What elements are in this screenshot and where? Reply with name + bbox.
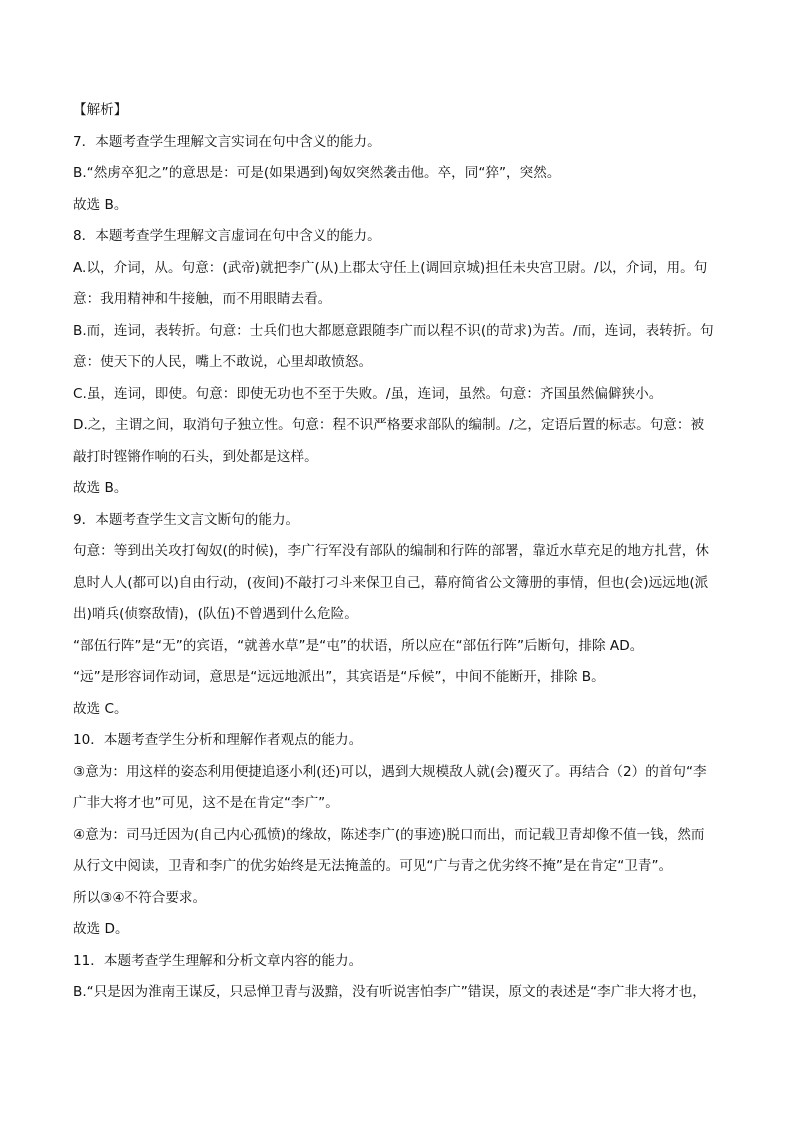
answer-line: 故选 D。 — [73, 921, 129, 937]
q9-heading: 9．本题考查学生文言文断句的能力。 — [73, 511, 300, 528]
answer-line: 故选 B。 — [73, 480, 128, 496]
q7-heading: 7．本题考查学生理解文言实词在句中含义的能力。 — [73, 133, 381, 150]
q10-heading: 10．本题考查学生分析和理解作者观点的能力。 — [73, 732, 363, 748]
answer-line: 故选 C。 — [73, 700, 128, 717]
text-line: 从行文中阅读，卫青和李广的优劣始终是无法掩盖的。可见“广与青之优劣终不掩”是在肯定“卫青”。 — [73, 858, 673, 874]
text-line: 意：使天下的人民，嘴上不敢说，心里却敢愤怒。 — [73, 354, 373, 370]
text-line: 广非大将才也”可见，这不是在肯定“李广”。 — [73, 795, 339, 811]
text-line: D.之，主谓之间，取消句子独立性。句意：程不识严格要求部队的编制。/之，定语后置的标志。句意：被 — [73, 417, 705, 433]
text-line: 句意：等到出关攻打匈奴(的时候)，李广行军没有部队的编制和行阵的部署，靠近水草充足的地方扎营，休 — [73, 543, 709, 559]
text-line: 意：我用精神和牛接触，而不用眼睛去看。 — [73, 291, 332, 307]
text-line: B.而，连词，表转折。句意：士兵们也大都愿意跟随李广而以程不识(的苛求)为苦。/而，连词，表转折。句 — [73, 322, 714, 339]
text-line: 息时人人(都可以)自由行动，(夜间)不敲打刁斗来保卫自己，幕府简省公文簿册的事情，但也(会)远远地(派 — [73, 574, 709, 591]
q11-heading: 11．本题考查学生理解和分析文章内容的能力。 — [73, 952, 363, 969]
text-line: B.“然虏卒犯之”的意思是：可是(如果遇到)匈奴突然袭击他。卒，同“猝”，突然。 — [73, 165, 561, 181]
text-line: ④意为：司马迁因为(自己内心孤愤)的缘故，陈述李广(的事迹)脱口而出，而记载卫青却像不值一钱，然而 — [73, 826, 705, 843]
text-line: ③意为：用这样的姿态利用便捷追逐小利(还)可以，遇到大规模敌人就(会)覆灭了。再结合（2）的首句“李 — [73, 763, 707, 780]
text-line: “远”是形容词作动词，意思是“远远地派出”，其宾语是“斥候”，中间不能断开，排除 B。 — [73, 669, 605, 685]
text-line: C.虽，连词，即使。句意：即使无功也不至于失败。/虽，连词，虽然。句意：齐国虽然偏僻狭小。 — [73, 385, 663, 402]
q8-heading: 8．本题考查学生理解文言虚词在句中含义的能力。 — [73, 228, 381, 244]
text-line: “部伍行阵”是“无”的宾语，“就善水草”是“屯”的状语，所以应在“部伍行阵”后断句，排除 AD。 — [73, 637, 644, 654]
answer-analysis-text — [73, 98, 723, 1012]
analysis-heading: 【解析】 — [73, 102, 128, 118]
answer-line: 故选 B。 — [73, 196, 128, 213]
text-line: 出)哨兵(侦察敌情)，(队伍)不曾遇到什么危险。 — [73, 606, 358, 622]
text-line: B.“只是因为淮南王谋反，只忌惮卫青与汲黯，没有听说害怕李广”错误，原文的表述是“李广非大将才也， — [73, 984, 706, 1000]
text-line: 所以③④不符合要求。 — [73, 889, 207, 906]
text-line: 敲打时铿锵作响的石头，到处都是这样。 — [73, 448, 318, 465]
text-line: A.以，介词，从。句意：(武帝)就把李广(从)上郡太守任上(调回京城)担任未央宫卫尉。/以，介词，用。句 — [73, 259, 708, 276]
